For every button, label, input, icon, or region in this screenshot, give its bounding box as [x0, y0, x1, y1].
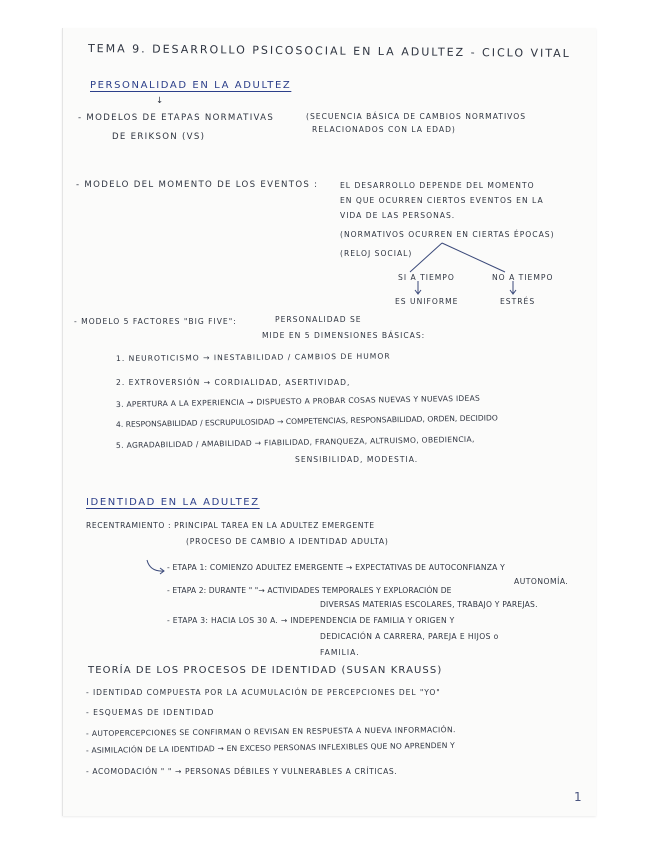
eventos-desc-1: EL DESARROLLO DEPENDE DEL MOMENTO [340, 181, 535, 190]
bigfive-item-5-cont: SENSIBILIDAD, MODESTIA. [295, 455, 419, 464]
page-title: TEMA 9. DESARROLLO PSICOSOCIAL EN LA ADULTEZ - CICLO VITAL [87, 42, 571, 61]
etapa-1-line-2: AUTONOMÍA. [514, 577, 569, 586]
etapa-2-line-1: - ETAPA 2: DURANTE " "→ ACTIVIDADES TEMPORALES Y EXPLORACIÓN DE [167, 586, 452, 595]
recentramiento-line-2: (PROCESO DE CAMBIO A IDENTIDAD ADULTA) [186, 537, 389, 546]
eventos-paren-2: (RELOJ SOCIAL) [340, 249, 413, 258]
teoria-item-3: - AUTOPERCEPCIONES SE CONFIRMAN O REVISAN EN RESPUESTA A NUEVA INFORMACIÓN. [85, 725, 456, 738]
section-heading-teoria: TEORÍA DE LOS PROCESOS DE IDENTIDAD (SUSAN KRAUSS) [88, 665, 443, 676]
bigfive-item-4: 4. RESPONSABILIDAD / ESCRUPULOSIDAD → COMPETENCIAS, RESPONSABILIDAD, ORDEN, DECIDIDO [115, 413, 498, 429]
erikson-label-cont: DE ERIKSON (VS) [112, 132, 206, 142]
bigfive-item-5: 5. AGRADABILIDAD / AMABILIDAD → FIABILIDAD, FRANQUEZA, ALTRUISMO, OBEDIENCIA, [115, 434, 475, 450]
branch-si-a-tiempo: SI A TIEMPO [398, 273, 455, 282]
etapa-3-line-2: DEDICACIÓN A CARRERA, PAREJA E HIJOS o [320, 632, 499, 641]
teoria-item-1: - IDENTIDAD COMPUESTA POR LA ACUMULACIÓN DE PERCEPCIONES DEL "YO" [86, 688, 441, 697]
bigfive-desc-2: MIDE EN 5 DIMENSIONES BÁSICAS: [262, 331, 426, 340]
etapa-3-line-1: - ETAPA 3: HACIA LOS 30 A. → INDEPENDENCIA DE FAMILIA Y ORIGEN Y [167, 616, 455, 625]
teoria-item-4: - ASIMILACIÓN DE LA IDENTIDAD → EN EXCESO PERSONAS INFLEXIBLES QUE NO APRENDEN Y [85, 740, 455, 755]
down-arrow: ↓ [156, 96, 165, 106]
erikson-label: - MODELOS DE ETAPAS NORMATIVAS [78, 113, 275, 123]
bigfive-label: - MODELO 5 FACTORES "BIG FIVE": [74, 317, 237, 326]
etapa-1-line-1: - ETAPA 1: COMIENZO ADULTEZ EMERGENTE → EXPECTATIVAS DE AUTOCONFIANZA Y [167, 563, 505, 572]
eventos-desc-3: VIDA DE LAS PERSONAS. [340, 211, 456, 220]
erikson-note-cont: RELACIONADOS CON LA EDAD) [312, 125, 456, 134]
erikson-note: (SECUENCIA BÁSICA DE CAMBIOS NORMATIVOS [306, 112, 527, 121]
recentramiento-line-1: RECENTRAMIENTO : PRINCIPAL TAREA EN LA ADULTEZ EMERGENTE [86, 521, 375, 530]
bigfive-item-1: 1. NEUROTICISMO → INESTABILIDAD / CAMBIOS DE HUMOR [115, 351, 391, 363]
bigfive-item-3: 3. APERTURA A LA EXPERIENCIA → DISPUESTO A PROBAR COSAS NUEVAS Y NUEVAS IDEAS [115, 393, 481, 409]
eventos-label: - MODELO DEL MOMENTO DE LOS EVENTOS : [76, 180, 319, 190]
branch-es-uniforme: ES UNIFORME [395, 297, 459, 306]
section-heading-identidad: IDENTIDAD EN LA ADULTEZ [86, 497, 260, 508]
bigfive-desc-1: PERSONALIDAD SE [275, 315, 362, 324]
eventos-paren-1: (NORMATIVOS OCURREN EN CIERTAS ÉPOCAS) [340, 230, 555, 239]
bigfive-item-2: 2. EXTROVERSIÓN → CORDIALIDAD, ASERTIVIDAD, [116, 378, 351, 387]
teoria-item-2: - ESQUEMAS DE IDENTIDAD [86, 708, 215, 717]
branch-estres: ESTRÉS [500, 297, 536, 306]
section-heading-personalidad: PERSONALIDAD EN LA ADULTEZ [90, 80, 292, 91]
eventos-desc-2: EN QUE OCURREN CIERTOS EVENTOS EN LA [340, 196, 544, 205]
etapa-2-line-2: DIVERSAS MATERIAS ESCOLARES, TRABAJO Y PAREJAS. [320, 600, 538, 609]
branch-no-a-tiempo: NO A TIEMPO [492, 273, 554, 282]
teoria-item-5: - ACOMODACIÓN " " → PERSONAS DÉBILES Y VULNERABLES A CRÍTICAS. [86, 767, 398, 776]
etapa-3-line-3: FAMILIA. [320, 648, 360, 657]
page-number: 1 [574, 790, 582, 804]
